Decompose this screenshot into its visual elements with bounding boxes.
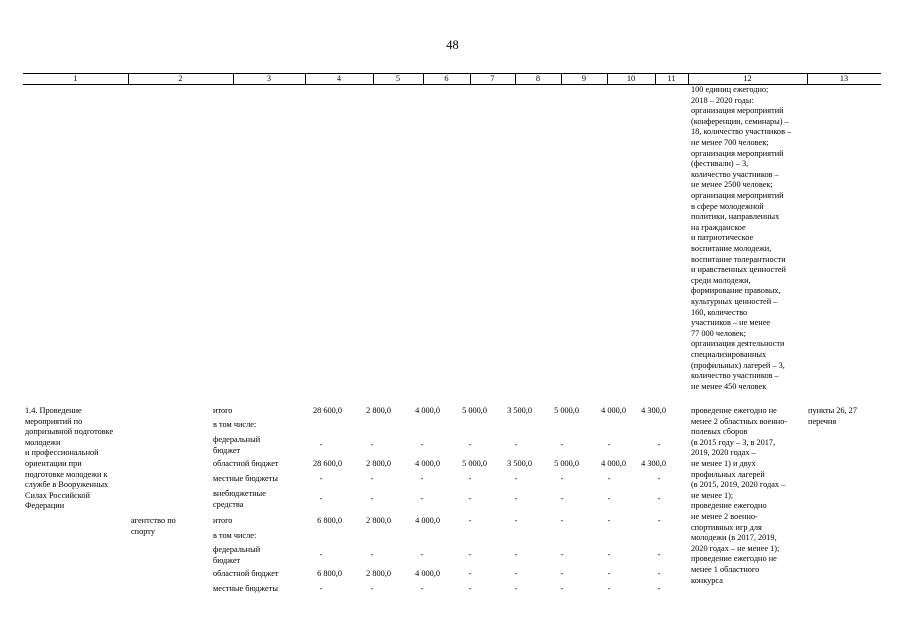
column-number-5: 5	[395, 74, 401, 83]
funding-value-dash: -	[468, 440, 472, 450]
item-title-line: допризывной подготовке	[25, 427, 114, 437]
funding-value-dash: -	[468, 584, 472, 593]
column-number-9: 9	[581, 74, 587, 83]
executor-line: агентство по	[131, 516, 176, 525]
funding-value-dash: -	[420, 474, 424, 483]
funding-value-dash: -	[607, 584, 611, 593]
column12-continuation-line: организация мероприятий	[691, 106, 784, 116]
funding-value-dash: -	[319, 494, 323, 504]
column12-continuation-line: политики, направленных	[691, 212, 780, 222]
funding-value-dash: -	[514, 569, 518, 578]
column-number-4: 4	[336, 74, 342, 83]
column-number-6: 6	[444, 74, 449, 83]
funding-value-dash: -	[319, 474, 323, 483]
expected-result-line: менее 1 областного	[691, 565, 760, 574]
expected-result-line: молодежи (в 2017, 2019,	[691, 533, 777, 543]
item-title-line: молодежи	[25, 437, 61, 447]
indicator-reference-line: пункты 26, 27	[808, 406, 857, 415]
column12-continuation-line: в сфере молодежной	[691, 201, 764, 211]
funding-value-dash: -	[657, 474, 661, 483]
column12-continuation-line: и нравственных ценностей	[691, 265, 786, 275]
funding-value: 2 800,0	[366, 569, 391, 578]
column12-continuation-line: 100 единиц ежегодно;	[691, 85, 769, 94]
column-separator	[128, 74, 129, 84]
funding-value-dash: -	[607, 569, 611, 578]
funding-value-dash: -	[468, 474, 472, 483]
column-separator	[423, 74, 424, 84]
funding-value-dash: -	[514, 584, 518, 593]
funding-value-dash: -	[657, 516, 661, 525]
column12-continuation-line: не менее 700 человек;	[691, 138, 769, 147]
column-number-3: 3	[266, 74, 272, 83]
funding-value-dash: -	[319, 584, 323, 593]
funding-value-dash: -	[370, 440, 374, 450]
column-number-1: 1	[73, 74, 78, 83]
item-title-line: 1.4. Проведение	[25, 406, 82, 415]
funding-value-dash: -	[560, 516, 564, 525]
funding-value: 4 000,0	[415, 569, 440, 578]
funding-value-dash: -	[420, 440, 424, 450]
funding-value-dash: -	[319, 440, 323, 450]
column-separator	[233, 74, 234, 84]
funding-value: 6 800,0	[317, 516, 342, 525]
column12-continuation-line: количество участников –	[691, 169, 779, 179]
funding-value: 4 000,0	[415, 516, 440, 525]
expected-result-line: проведение ежегодно	[691, 501, 767, 511]
funding-value: 5 000,0	[554, 459, 579, 468]
funding-value-dash: -	[560, 474, 564, 483]
funding-value-dash: -	[657, 550, 661, 560]
item-title-line: подготовке молодежи к	[25, 469, 108, 479]
column-separator	[373, 74, 374, 84]
funding-value-dash: -	[560, 494, 564, 504]
funding-value: 5 000,0	[462, 459, 487, 468]
column12-continuation-line: 18, количество участников –	[691, 127, 792, 137]
funding-source-label: бюджет	[213, 555, 241, 565]
expected-result-line: полевых сборов	[691, 427, 748, 437]
funding-source-label: итого	[213, 406, 233, 415]
funding-value: 4 000,0	[601, 459, 626, 468]
funding-value-dash: -	[560, 569, 564, 578]
column-separator	[607, 74, 608, 84]
expected-result-line: не менее 2 военно-	[691, 512, 758, 521]
funding-value-dash: -	[514, 474, 518, 483]
funding-value-dash: -	[370, 474, 374, 483]
column-separator	[470, 74, 471, 84]
column-number-8: 8	[535, 74, 541, 83]
column12-continuation-line: (профильных) лагерей – 3,	[691, 360, 785, 370]
funding-value: 3 500,0	[507, 459, 532, 468]
column12-continuation-line: (конференции, семинары) –	[691, 116, 789, 126]
item-title-line: службе в Вооруженных	[25, 480, 109, 490]
funding-value-dash: -	[420, 550, 424, 560]
funding-value: 2 800,0	[366, 406, 391, 415]
column12-continuation-line: организация мероприятий	[691, 191, 784, 200]
column12-continuation-line: организация деятельности	[691, 339, 785, 349]
funding-value: 4 000,0	[601, 406, 626, 415]
column-number-13: 13	[839, 74, 849, 83]
funding-value-dash: -	[468, 494, 472, 504]
column12-continuation-line: воспитание молодежи,	[691, 244, 772, 253]
expected-result-line: спортивных игр для	[691, 522, 762, 532]
funding-source-label: бюджет	[213, 445, 241, 455]
column-separator	[655, 74, 656, 84]
expected-result-line: 2020 годах – не менее 1);	[691, 543, 780, 553]
expected-result-line: профильных лагерей	[691, 469, 765, 479]
funding-value-dash: -	[468, 569, 472, 578]
funding-value-dash: -	[370, 494, 374, 504]
column-number-11: 11	[667, 74, 676, 83]
column-number-header-row	[23, 73, 881, 85]
funding-value: 2 800,0	[366, 459, 391, 468]
expected-result-line: 2019, 2020 годах –	[691, 448, 756, 458]
funding-value: 4 000,0	[415, 406, 440, 415]
funding-value: 3 500,0	[507, 406, 532, 415]
expected-result-line: не менее 1);	[691, 490, 734, 500]
expected-result-line: проведение ежегодно не	[691, 554, 777, 564]
funding-value-dash: -	[514, 494, 518, 504]
funding-source-label: внебюджетные	[213, 489, 266, 498]
column-number-7: 7	[490, 74, 495, 83]
funding-source-label: федеральный	[213, 435, 261, 444]
funding-source-label: в том числе:	[213, 420, 257, 429]
column12-continuation-line: и патриотическое	[691, 233, 754, 243]
funding-value-dash: -	[319, 550, 323, 560]
column12-continuation-line: участников – не менее	[691, 318, 771, 328]
funding-value-dash: -	[607, 550, 611, 560]
funding-value-dash: -	[607, 440, 611, 450]
column12-continuation-line: культурных ценностей –	[691, 297, 778, 306]
funding-value-dash: -	[468, 516, 472, 525]
item-title-line: Федерации	[25, 501, 65, 511]
item-title-line: и профессиональной	[25, 448, 99, 458]
funding-value: 28 600,0	[312, 459, 342, 468]
column12-continuation-line: формирование правовых,	[691, 286, 781, 296]
expected-result-line: менее 2 областных военно-	[691, 416, 788, 426]
funding-value-dash: -	[514, 550, 518, 560]
funding-value-dash: -	[657, 440, 661, 450]
column-separator	[561, 74, 562, 84]
column-separator	[515, 74, 516, 84]
funding-value-dash: -	[657, 494, 661, 504]
expected-result-line: проведение ежегодно не	[691, 406, 777, 415]
funding-value: 5 000,0	[462, 406, 487, 415]
column12-continuation-line: не менее 450 человек	[691, 381, 767, 391]
column-number-2: 2	[178, 74, 183, 83]
column12-continuation-line: организация мероприятий	[691, 148, 784, 158]
funding-source-label: местные бюджеты	[213, 584, 278, 593]
indicator-reference-line: перечня	[808, 416, 837, 426]
funding-value-dash: -	[657, 584, 661, 593]
column12-continuation-line: не менее 2500 человек;	[691, 180, 773, 190]
funding-source-label: местные бюджеты	[213, 474, 278, 483]
expected-result-line: конкурса	[691, 575, 723, 585]
funding-source-label: средства	[213, 499, 244, 509]
column12-continuation-line: специализированных	[691, 350, 767, 359]
funding-value: 5 000,0	[554, 406, 579, 415]
column12-continuation-line: воспитание толерантности	[691, 254, 786, 264]
funding-value-dash: -	[514, 516, 518, 525]
column12-continuation-line: 2018 – 2020 годы:	[691, 95, 754, 105]
item-title-line: Силах Российской	[25, 490, 90, 500]
funding-value-dash: -	[560, 440, 564, 450]
column-separator	[305, 74, 306, 84]
expected-result-line: не менее 1) и двух	[691, 459, 756, 468]
item-title-line: ориентации при	[25, 459, 82, 468]
funding-source-label: областной бюджет	[213, 459, 279, 468]
page-number: 48	[446, 38, 459, 52]
column-separator	[807, 74, 808, 84]
funding-value-dash: -	[560, 584, 564, 593]
funding-source-label: федеральный	[213, 545, 261, 554]
funding-value: 4 300,0	[641, 459, 666, 468]
column12-continuation-line: на гражданское	[691, 222, 746, 232]
funding-source-label: в том числе:	[213, 531, 257, 540]
funding-value: 6 800,0	[317, 569, 342, 578]
funding-value: 4 300,0	[641, 406, 666, 415]
column12-continuation-line: среди молодежи,	[691, 275, 751, 285]
funding-source-label: итого	[213, 516, 233, 525]
funding-value-dash: -	[370, 550, 374, 560]
funding-value-dash: -	[560, 550, 564, 560]
funding-value-dash: -	[607, 474, 611, 483]
executor-line: спорту	[131, 526, 155, 536]
funding-value-dash: -	[657, 569, 661, 578]
funding-value-dash: -	[370, 584, 374, 593]
funding-value: 4 000,0	[415, 459, 440, 468]
column12-continuation-line: 77 000 человек;	[691, 328, 746, 338]
column-number-12: 12	[743, 74, 752, 83]
column-number-10: 10	[626, 74, 636, 83]
expected-result-line: (в 2015 году – 3, в 2017,	[691, 437, 776, 447]
column12-continuation-line: 160, количество	[691, 307, 748, 317]
column12-continuation-line: количество участников –	[691, 371, 779, 381]
item-title-line: мероприятий по	[25, 416, 83, 426]
column-separator	[688, 74, 689, 84]
column12-continuation-line: (фестивали) – 3,	[691, 159, 749, 169]
funding-value-dash: -	[607, 516, 611, 525]
funding-value: 2 800,0	[366, 516, 391, 525]
funding-value-dash: -	[420, 494, 424, 504]
funding-value: 28 600,0	[312, 406, 342, 415]
funding-value-dash: -	[514, 440, 518, 450]
funding-value-dash: -	[468, 550, 472, 560]
expected-result-line: (в 2015, 2019, 2020 годах –	[691, 480, 786, 490]
funding-value-dash: -	[607, 494, 611, 504]
funding-source-label: областной бюджет	[213, 569, 279, 578]
funding-value-dash: -	[420, 584, 424, 593]
